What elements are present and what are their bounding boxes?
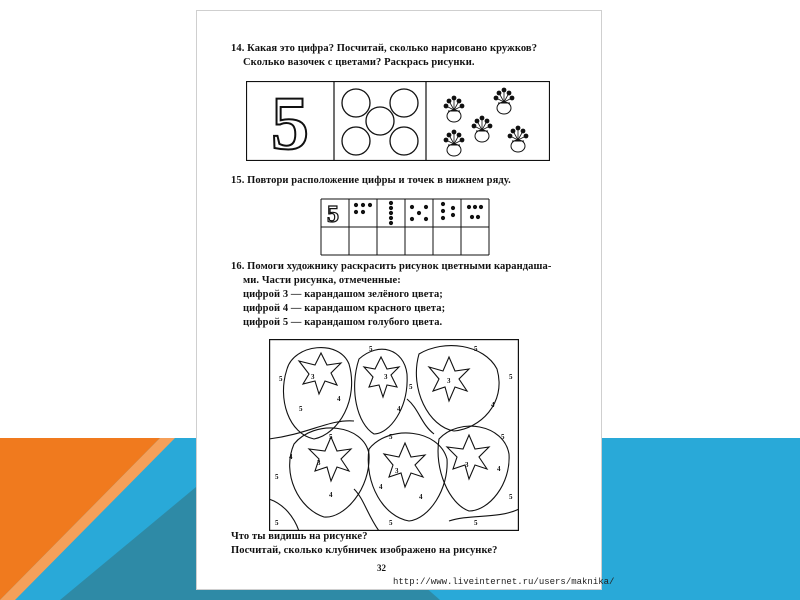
grid-lines: [321, 199, 489, 255]
circle-4: [342, 127, 370, 155]
region-label-28: 4: [379, 483, 383, 491]
region-label-1: 5: [279, 375, 283, 383]
circle-group: [342, 89, 418, 155]
task16-line1: 16. Помоги художнику раскрасить рисунок цветными карандаша-: [231, 261, 552, 272]
flower-vase-2: [494, 88, 515, 114]
dot-pattern-3: [410, 205, 428, 221]
region-label-15: 3: [311, 373, 315, 381]
task14-line2: Сколько вазочек с цветами? Раскрась рисунки.: [243, 57, 475, 68]
region-label-13: 5: [389, 519, 393, 527]
task15-grid: [319, 197, 493, 257]
region-label-10: 5: [501, 433, 505, 441]
flower-vase-1: [444, 96, 465, 122]
task16-line3: цифрой 3 — карандашом зелёного цвета;: [243, 289, 443, 300]
question-2: Посчитай, сколько клубничек изображено на рисунке?: [231, 545, 498, 556]
dot-pattern-2: [389, 201, 393, 225]
task15-title: 15. Повтори расположение цифры и точек в нижнем ряду.: [231, 175, 511, 186]
task16-line2: ми. Части рисунка, отмеченные:: [243, 275, 401, 286]
circle-3: [366, 107, 394, 135]
grid-digit: 5: [327, 202, 339, 228]
region-label-24: 4: [289, 453, 293, 461]
flower-vase-5: [508, 126, 529, 152]
region-label-7: 5: [275, 473, 279, 481]
region-label-16: 3: [384, 373, 388, 381]
region-label-2: 5: [369, 345, 373, 353]
region-label-11: 5: [509, 493, 513, 501]
task14-frame: [246, 81, 550, 161]
region-label-19: 3: [395, 467, 399, 475]
task16-line4: цифрой 4 — карандашом красного цвета;: [243, 303, 446, 314]
region-label-27: 4: [497, 465, 501, 473]
task14-line1: 14. Какая это цифра? Посчитай, сколько нарисовано кружков?: [231, 43, 538, 54]
task16-line5: цифрой 5 — карандашом голубого цвета.: [243, 317, 443, 328]
region-label-26: 4: [419, 493, 423, 501]
page-number: 32: [377, 563, 386, 573]
region-label-5: 5: [509, 373, 513, 381]
dot-pattern-5: [467, 205, 483, 219]
region-label-4: 5: [474, 345, 478, 353]
region-label-8: 5: [329, 433, 333, 441]
region-label-23: 4: [491, 401, 495, 409]
region-label-6: 5: [299, 405, 303, 413]
source-link[interactable]: http://www.liveinternet.ru/users/maknika/: [393, 577, 615, 587]
big-digit-outline: 5: [271, 82, 309, 161]
strawberry-coloring-picture: [269, 339, 519, 531]
region-label-17: 3: [447, 377, 451, 385]
dot-pattern-4: [441, 202, 455, 220]
circle-2: [390, 89, 418, 117]
workbook-page: [196, 10, 615, 590]
region-label-21: 4: [337, 395, 341, 403]
region-label-22: 4: [397, 405, 401, 413]
region-label-12: 5: [275, 519, 279, 527]
region-label-14: 5: [474, 519, 478, 527]
region-label-3: 5: [409, 383, 413, 391]
flower-vase-3: [472, 116, 493, 142]
dot-patterns: [354, 201, 483, 225]
region-label-9: 5: [389, 433, 393, 441]
flower-vase-4: [444, 130, 465, 156]
dot-pattern-1: [354, 203, 372, 214]
circle-1: [342, 89, 370, 117]
region-label-20: 3: [465, 461, 469, 469]
circle-5: [390, 127, 418, 155]
vase-group: [444, 88, 529, 156]
question-1: Что ты видишь на рисунке?: [231, 531, 368, 542]
region-label-25: 4: [329, 491, 333, 499]
region-label-18: 3: [317, 459, 321, 467]
